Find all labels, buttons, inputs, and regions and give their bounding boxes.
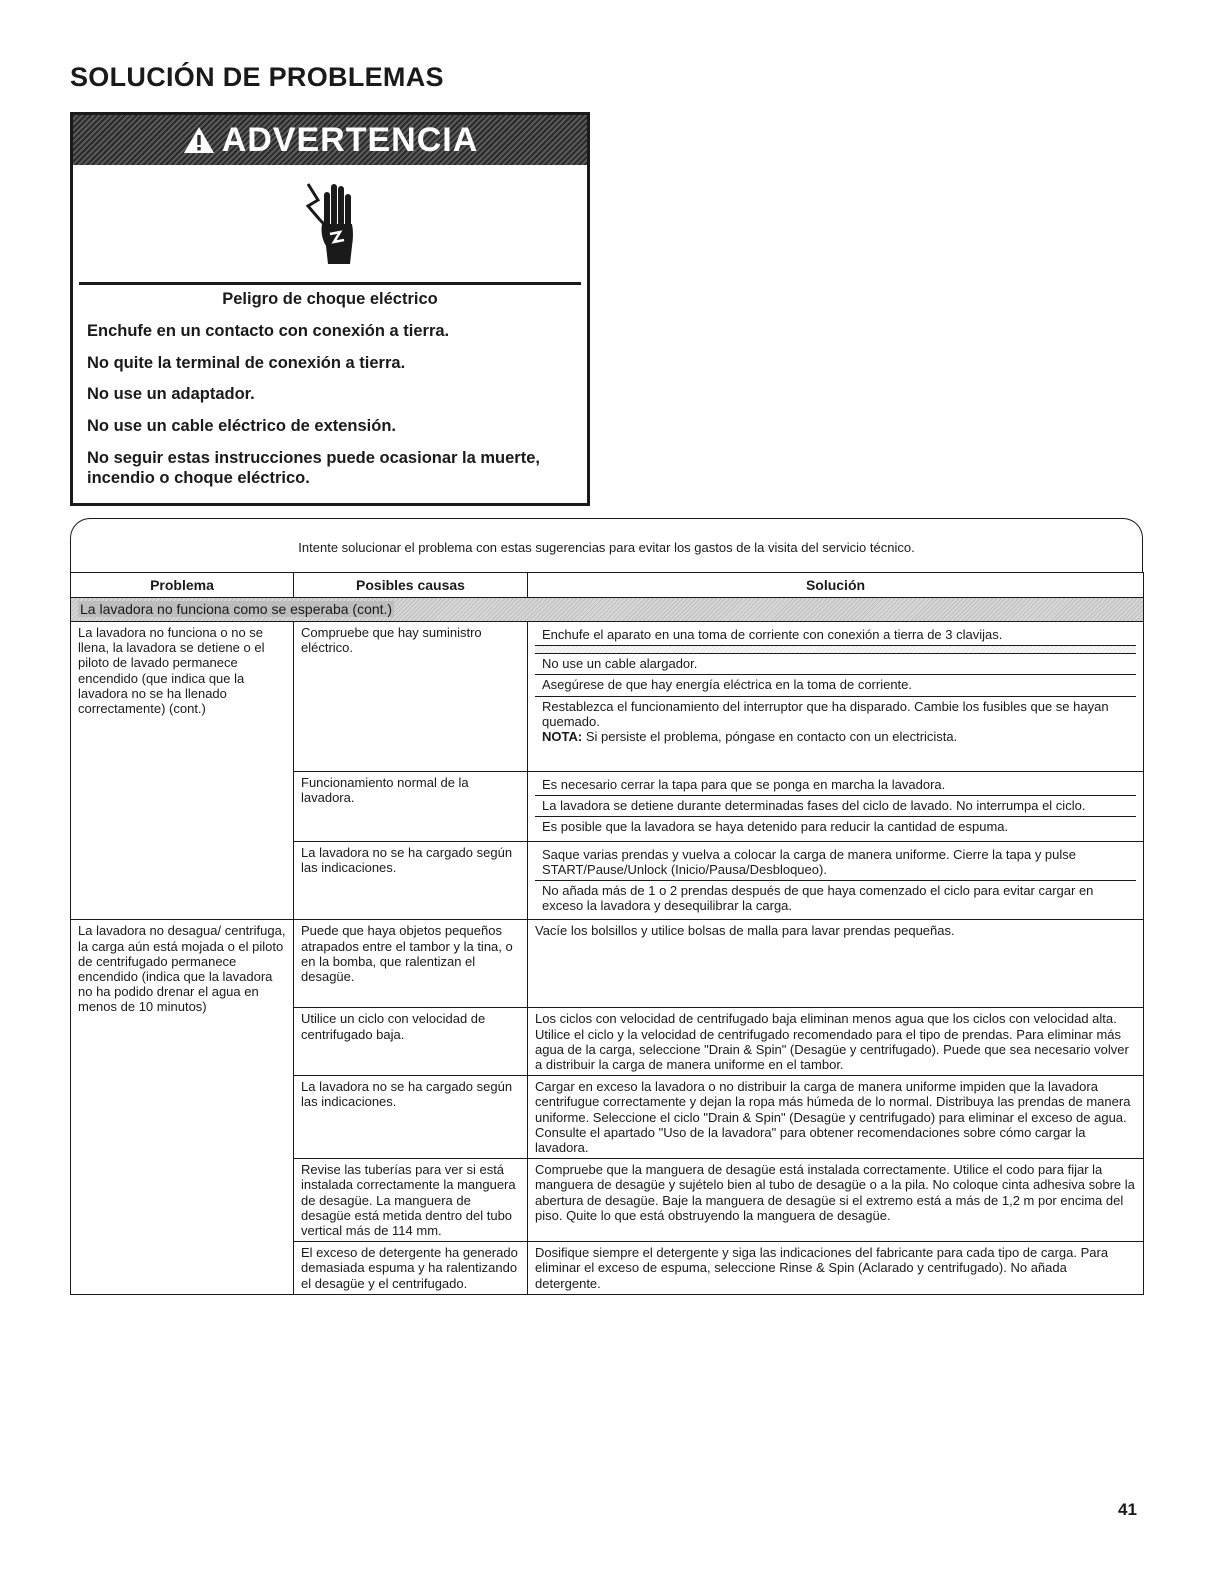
warning-header [73,115,587,165]
panel-intro: Intente solucionar el problema con estas sugerencias para evitar los gastos de la visita del servicio técnico. [298,540,915,555]
warning-header-label: ADVERTENCIA [221,120,479,159]
table-header-row [71,573,1144,598]
cause-cell: Funcionamiento normal de la lavadora. [294,772,528,842]
warning-title: Peligro de choque eléctrico [222,290,438,308]
shock-icon-area [79,165,581,285]
cause-cell: Puede que haya objetos pequeños atrapados entre el tambor y la tina, o en la bomba, que ralentizan el desagüe. [294,920,528,1008]
header-causas: Posibles causas [294,573,528,598]
nota-label: NOTA: [542,729,583,745]
warning-line: No use un adaptador. [87,385,255,404]
solution-item: La lavadora se detiene durante determinadas fases del ciclo de lavado. No interrumpa el ciclo. [535,796,1136,817]
solution-item: Es necesario cerrar la tapa para que se ponga en marcha la lavadora. [535,775,1136,796]
solution-item: No use un cable alargador. [535,654,1136,675]
troubleshooting-table [70,572,1144,1295]
warning-text [87,290,573,500]
solution-item: Asegúrese de que hay energía eléctrica en la toma de corriente. [535,675,1136,696]
warning-line: No quite la terminal de conexión a tierra. [87,353,406,372]
cause-cell: El exceso de detergente ha generado demasiada espuma y ha ralentizando el desagüe y el centrifugado. [294,1242,528,1295]
header-problema: Problema [71,573,294,598]
solution-cell [528,841,1144,920]
page-title: SOLUCIÓN DE PROBLEMAS [70,62,444,92]
troubleshooting-panel [70,518,1143,1448]
solution-cell: Los ciclos con velocidad de centrifugado baja eliminan menos agua que los ciclos con velocidad alta. Utilice el ciclo y la velocidad de centrifugado recomendado para el tipo de prendas. Para eliminar más agua de la carga, seleccione "Drain & Spin" (Desagüe y centrifugado). Puede que sea necesario volver a distribuir la carga de manera uniforme en el tambor. [528,1008,1144,1076]
solution-item: Es posible que la lavadora se haya detenido para reducir la cantidad de espuma. [542,819,1009,835]
solution-cell [528,772,1144,842]
warning-line: No use un cable eléctrico de extensión. [87,416,397,435]
solution-cell: Vacíe los bolsillos y utilice bolsas de malla para lavar prendas pequeñas. [528,920,1144,1008]
electric-shock-hand-icon [300,174,360,274]
cause-cell: La lavadora no se ha cargado según las indicaciones. [294,1076,528,1159]
solution-item: Saque varias prendas y vuelva a colocar la carga de manera uniforme. Cierre la tapa y pulse START/Pause/Unlock (Inicio/Pausa/Desbloqueo). [535,845,1136,881]
solution-cell: Cargar en exceso la lavadora o no distribuir la carga de manera uniforme impiden que la lavadora centrifugue correctamente y dejan la ropa más húmeda de lo normal. Distribuya las prendas de manera uniforme. Seleccione el ciclo "Drain & Spin" (Desagüe y centrifugado) para eliminar el exceso de agua. Consulte el apartado "Uso de la lavadora" para obtener recomendaciones sobre cómo cargar la lavadora. [528,1076,1144,1159]
nota-text: Si persiste el problema, póngase en contacto con un electricista. [582,729,958,745]
header-solucion: Solución [528,573,1144,598]
solution-item: Enchufe el aparato en una toma de corriente con conexión a tierra de 3 clavijas. [535,625,1136,646]
section-title: La lavadora no funciona como se esperaba (cont.) [80,601,393,617]
warning-box [70,112,590,506]
section-row [71,598,1144,622]
solution-item: No añada más de 1 o 2 prendas después de que haya comenzado el ciclo para evitar cargar en exceso la lavadora y desequilibrar la carga. [542,883,1094,914]
cause-cell: La lavadora no se ha cargado según las indicaciones. [294,841,528,920]
solution-item [535,697,1136,748]
warning-triangle-icon [182,125,216,155]
solution-text: Restablezca el funcionamiento del interruptor que ha disparado. Cambie los fusibles que se hayan quemado. [542,698,1109,729]
nota-line [542,729,1129,744]
solution-cell [528,622,1144,772]
warning-line: No seguir estas instrucciones puede ocasionar la muerte, incendio o choque eléctrico. [87,448,540,488]
cause-cell: Revise las tuberías para ver si está instalada correctamente la manguera de desagüe. La manguera de desagüe está metida dentro del tubo vertical más de 114 mm. [294,1159,528,1242]
solution-cell: Dosifique siempre el detergente y siga las indicaciones del fabricante para cada tipo de carga. Para eliminar el exceso de espuma, seleccione Rinse & Spin (Aclarado y centrifugado). No añada detergente. [528,1242,1144,1295]
cause-cell: Compruebe que hay suministro eléctrico. [294,622,528,772]
page-number: 41 [1118,1500,1137,1519]
problem-cell: La lavadora no funciona o no se llena, la lavadora se detiene o el piloto de lavado permanece encendido (que indica que la lavadora no se ha llenado correctamente) (cont.) [71,622,294,920]
cause-cell: Utilice un ciclo con velocidad de centrifugado baja. [294,1008,528,1076]
warning-line: Enchufe en un contacto con conexión a tierra. [87,322,450,340]
problem-cell: La lavadora no desagua/ centrifuga, la carga aún está mojada o el piloto de centrifugado permanece encendido (indica que la lavadora no ha podido drenar el agua en menos de 10 minutos) [71,920,294,1294]
table-row [71,622,1144,772]
table-row [71,920,1144,1008]
solution-cell: Compruebe que la manguera de desagüe está instalada correctamente. Utilice el codo para fijar la manguera de desagüe y sujételo bien al tubo de desagüe o a la pila. No coloque cinta adhesiva sobre la abertura de desagüe. Baje la manguera de desagüe si el extremo está a más de 1,2 m por encima del piso. Quite lo que está obstruyendo la manguera de desagüe. [528,1159,1144,1242]
